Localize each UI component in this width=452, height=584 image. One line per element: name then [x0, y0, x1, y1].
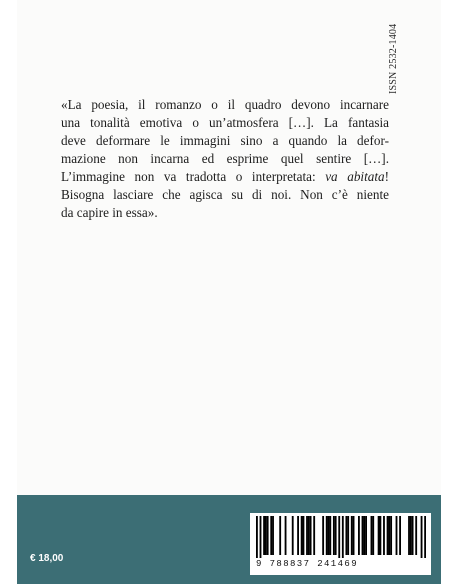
barcode-bar: [388, 516, 390, 555]
barcode-bar: [396, 516, 398, 555]
barcode-bar: [365, 516, 367, 555]
barcode-bar: [372, 516, 374, 555]
barcode-bar: [345, 516, 347, 555]
quote-text: deve deformare le immagini sino a quando la defor-: [61, 133, 389, 148]
barcode-bar: [270, 516, 272, 555]
barcode-bar: [338, 516, 340, 558]
barcode-image: [256, 516, 426, 558]
barcode-bar: [313, 516, 315, 555]
barcode-bar: [335, 516, 337, 555]
quote-line: [61, 168, 389, 186]
barcode-bar: [424, 516, 426, 558]
barcode-bar: [306, 516, 308, 555]
quote-block: [61, 96, 389, 222]
barcode-bar: [342, 516, 344, 558]
barcode-bar: [329, 516, 331, 555]
barcode-bar: [358, 516, 360, 555]
barcode-bar: [363, 516, 365, 555]
barcode-bar: [308, 516, 310, 555]
quote-text: «La poesia, il romanzo o il quadro devono incarnare: [61, 97, 389, 112]
barcode-box: [250, 513, 431, 575]
barcode-bar: [326, 516, 328, 555]
quote-emphasis: va abitata: [325, 169, 385, 184]
barcode-bar: [399, 516, 401, 555]
barcode-bar: [265, 516, 267, 555]
barcode-bar: [371, 516, 373, 555]
barcode-bar: [292, 516, 294, 555]
barcode-bar: [390, 516, 392, 555]
barcode-bar: [421, 516, 423, 558]
barcode-bar: [328, 516, 330, 555]
barcode-bar: [378, 516, 380, 555]
barcode-bar: [279, 516, 281, 555]
barcode-bar: [285, 516, 287, 555]
barcode-bar: [263, 516, 265, 555]
barcode-bar: [260, 516, 262, 558]
quote-text: da capire in essa».: [61, 205, 158, 220]
price-label: € 18,00: [30, 553, 64, 564]
quote-text: una tonalità emotiva o un’atmosfera […]. La fantasia: [61, 115, 389, 130]
barcode-bar: [410, 516, 412, 555]
barcode-bar: [379, 516, 381, 555]
barcode-bar: [301, 516, 303, 555]
quote-line: [61, 150, 389, 168]
quote-line: [61, 132, 389, 150]
barcode-bar: [333, 516, 335, 555]
quote-text: !: [384, 169, 389, 184]
barcode-bar: [310, 516, 312, 555]
issn-label: ISSN 2532-1404: [388, 23, 399, 94]
quote-line: [61, 114, 389, 132]
quote-text: mazione non incarna ed esprime quel sentire […].: [61, 151, 389, 166]
barcode-bar: [415, 516, 417, 555]
barcode-bar: [351, 516, 353, 555]
quote-text: L’immagine non va tradotta o interpretata:: [61, 169, 326, 184]
barcode-bar: [362, 516, 364, 555]
barcode-bar: [408, 516, 410, 555]
isbn-digits: 9 788837 241469: [256, 559, 359, 569]
barcode-bar: [383, 516, 385, 555]
barcode-bar: [297, 516, 299, 555]
barcode-bar: [387, 516, 389, 555]
barcode-bar: [347, 516, 349, 555]
barcode-bar: [353, 516, 355, 555]
barcode-bar: [322, 516, 324, 555]
quote-line: [61, 204, 389, 222]
quote-line: [61, 96, 389, 114]
barcode-bar: [303, 516, 305, 555]
quote-line: [61, 186, 389, 204]
barcode-bar: [267, 516, 269, 555]
barcode-bar: [272, 516, 274, 555]
barcode-bar: [256, 516, 258, 558]
barcode-bar: [412, 516, 414, 555]
quote-text: Bisogna lasciare che agisca su di noi. Non c’è niente: [61, 187, 389, 202]
